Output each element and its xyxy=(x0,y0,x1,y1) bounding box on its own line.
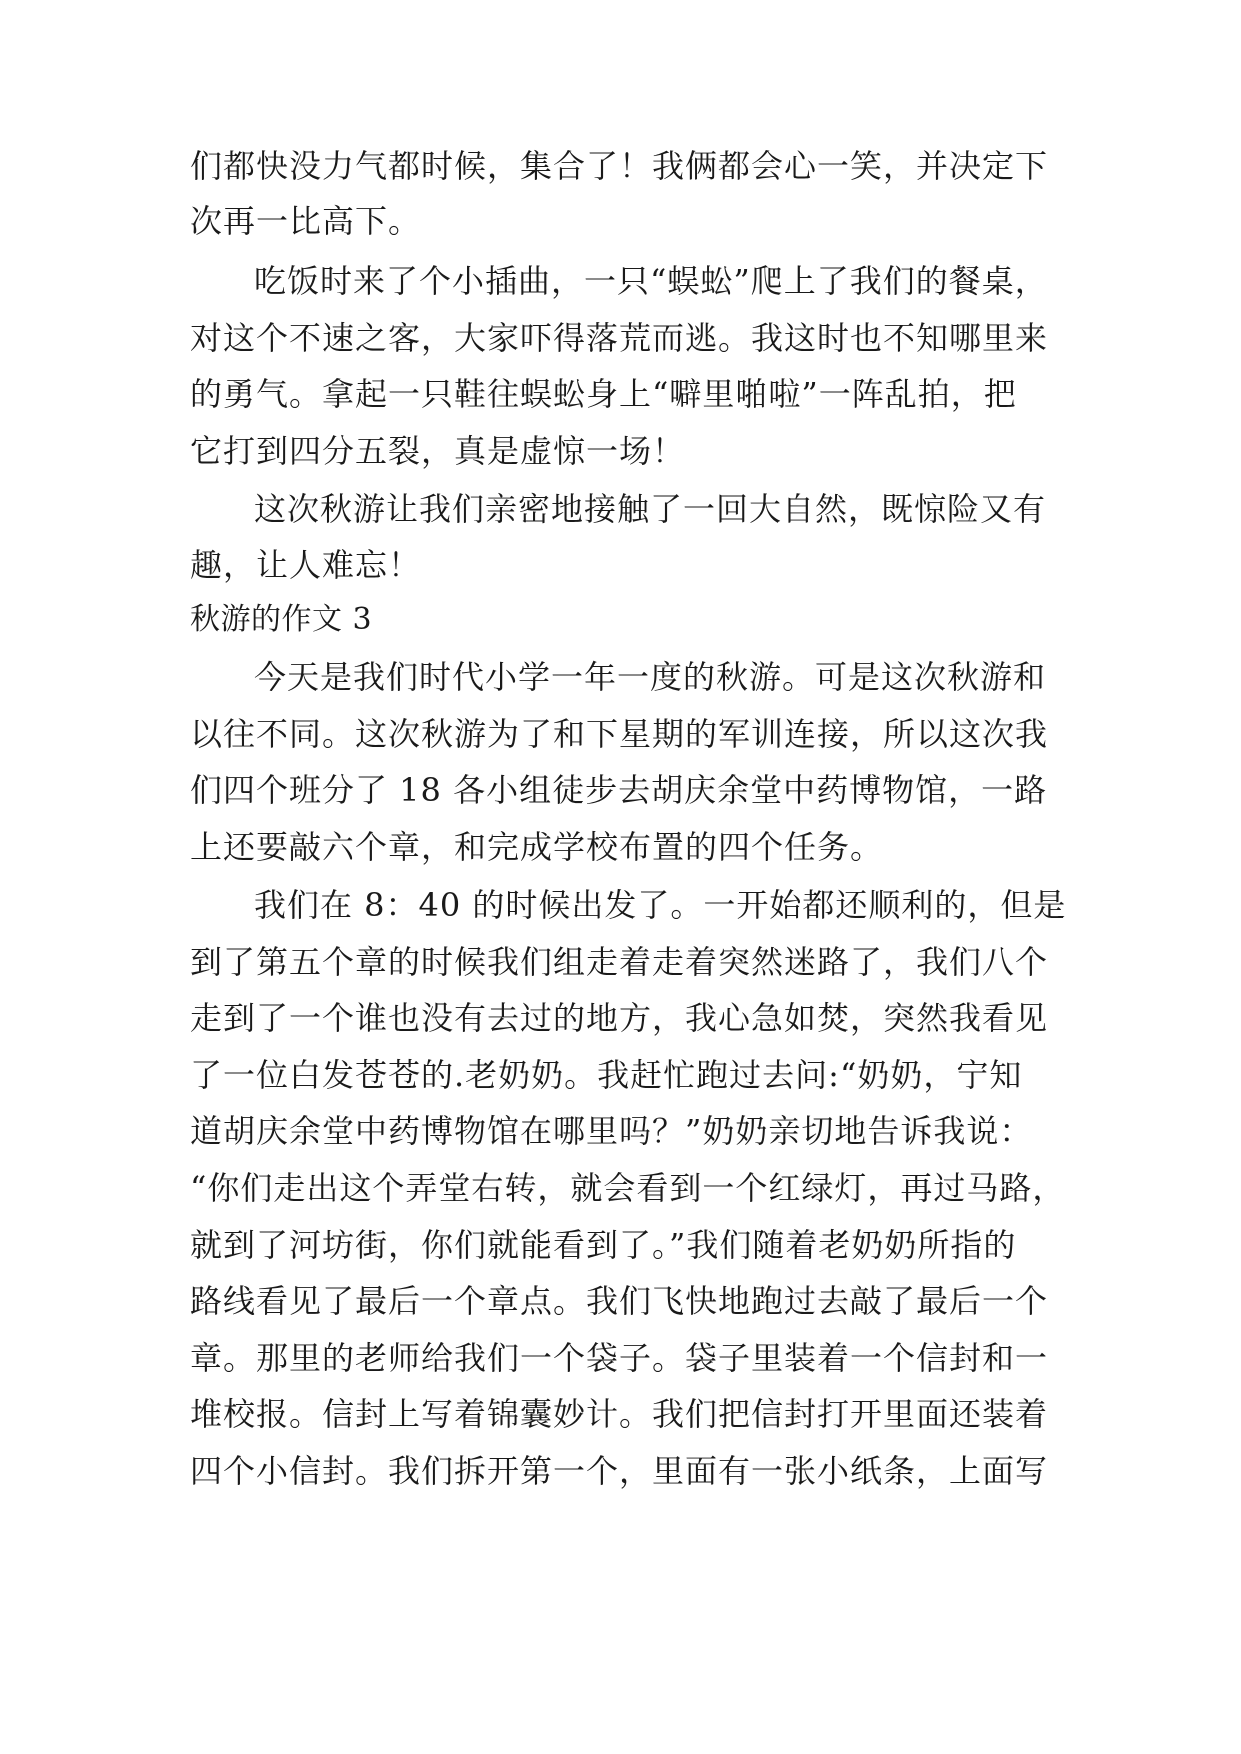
paragraph-line: 道胡庆余堂中药博物馆在哪里吗？”奶奶亲切地告诉我说： xyxy=(190,1112,1033,1150)
paragraph-line: 们四个班分了 18 各小组徒步去胡庆余堂中药博物馆，一路 xyxy=(190,771,1048,809)
paragraph-line: 这次秋游让我们亲密地接触了一回大自然，既惊险又有 xyxy=(254,490,1047,528)
paragraph-line: 就到了河坊街，你们就能看到了。”我们随着老奶奶所指的 xyxy=(190,1226,1017,1264)
paragraph-line: 四个小信封。我们拆开第一个，里面有一张小纸条，上面写 xyxy=(190,1452,1049,1490)
paragraph-line: 次再一比高下。 xyxy=(190,202,422,240)
paragraph-line: 走到了一个谁也没有去过的地方，我心急如焚，突然我看见 xyxy=(190,999,1049,1037)
paragraph-line: 了一位白发苍苍的.老奶奶。我赶忙跑过去问:“奶奶，宁知 xyxy=(190,1056,1023,1094)
paragraph-line: 今天是我们时代小学一年一度的秋游。可是这次秋游和 xyxy=(254,658,1047,696)
paragraph-line: 的勇气。拿起一只鞋往蜈蚣身上“噼里啪啦”一阵乱拍，把 xyxy=(190,375,1017,413)
paragraph-line: 趣，让人难忘！ xyxy=(190,546,422,584)
paragraph-line: 堆校报。信封上写着锦囊妙计。我们把信封打开里面还装着 xyxy=(190,1395,1049,1433)
paragraph-line: 以往不同。这次秋游为了和下星期的军训连接，所以这次我 xyxy=(190,715,1049,753)
paragraph-line: 到了第五个章的时候我们组走着走着突然迷路了，我们八个 xyxy=(190,943,1049,981)
paragraph-line: 们都快没力气都时候，集合了！我俩都会心一笑，并决定下 xyxy=(190,147,1049,185)
paragraph-line: 路线看见了最后一个章点。我们飞快地跑过去敲了最后一个 xyxy=(190,1282,1049,1320)
paragraph-line: 对这个不速之客，大家吓得落荒而逃。我这时也不知哪里来 xyxy=(190,319,1049,357)
paragraph-line: 上还要敲六个章，和完成学校布置的四个任务。 xyxy=(190,828,884,866)
paragraph-line: 章。那里的老师给我们一个袋子。袋子里装着一个信封和一 xyxy=(190,1339,1049,1377)
section-title: 秋游的作文 3 xyxy=(190,602,373,637)
paragraph-line: “你们走出这个弄堂右转，就会看到一个红绿灯，再过马路， xyxy=(190,1169,1066,1207)
paragraph-line: 吃饭时来了个小插曲，一只“蜈蚣”爬上了我们的餐桌， xyxy=(254,262,1048,300)
paragraph-line: 它打到四分五裂，真是虚惊一场！ xyxy=(190,432,686,470)
paragraph-line: 我们在 8：40 的时候出发了。一开始都还顺利的，但是 xyxy=(254,886,1067,924)
